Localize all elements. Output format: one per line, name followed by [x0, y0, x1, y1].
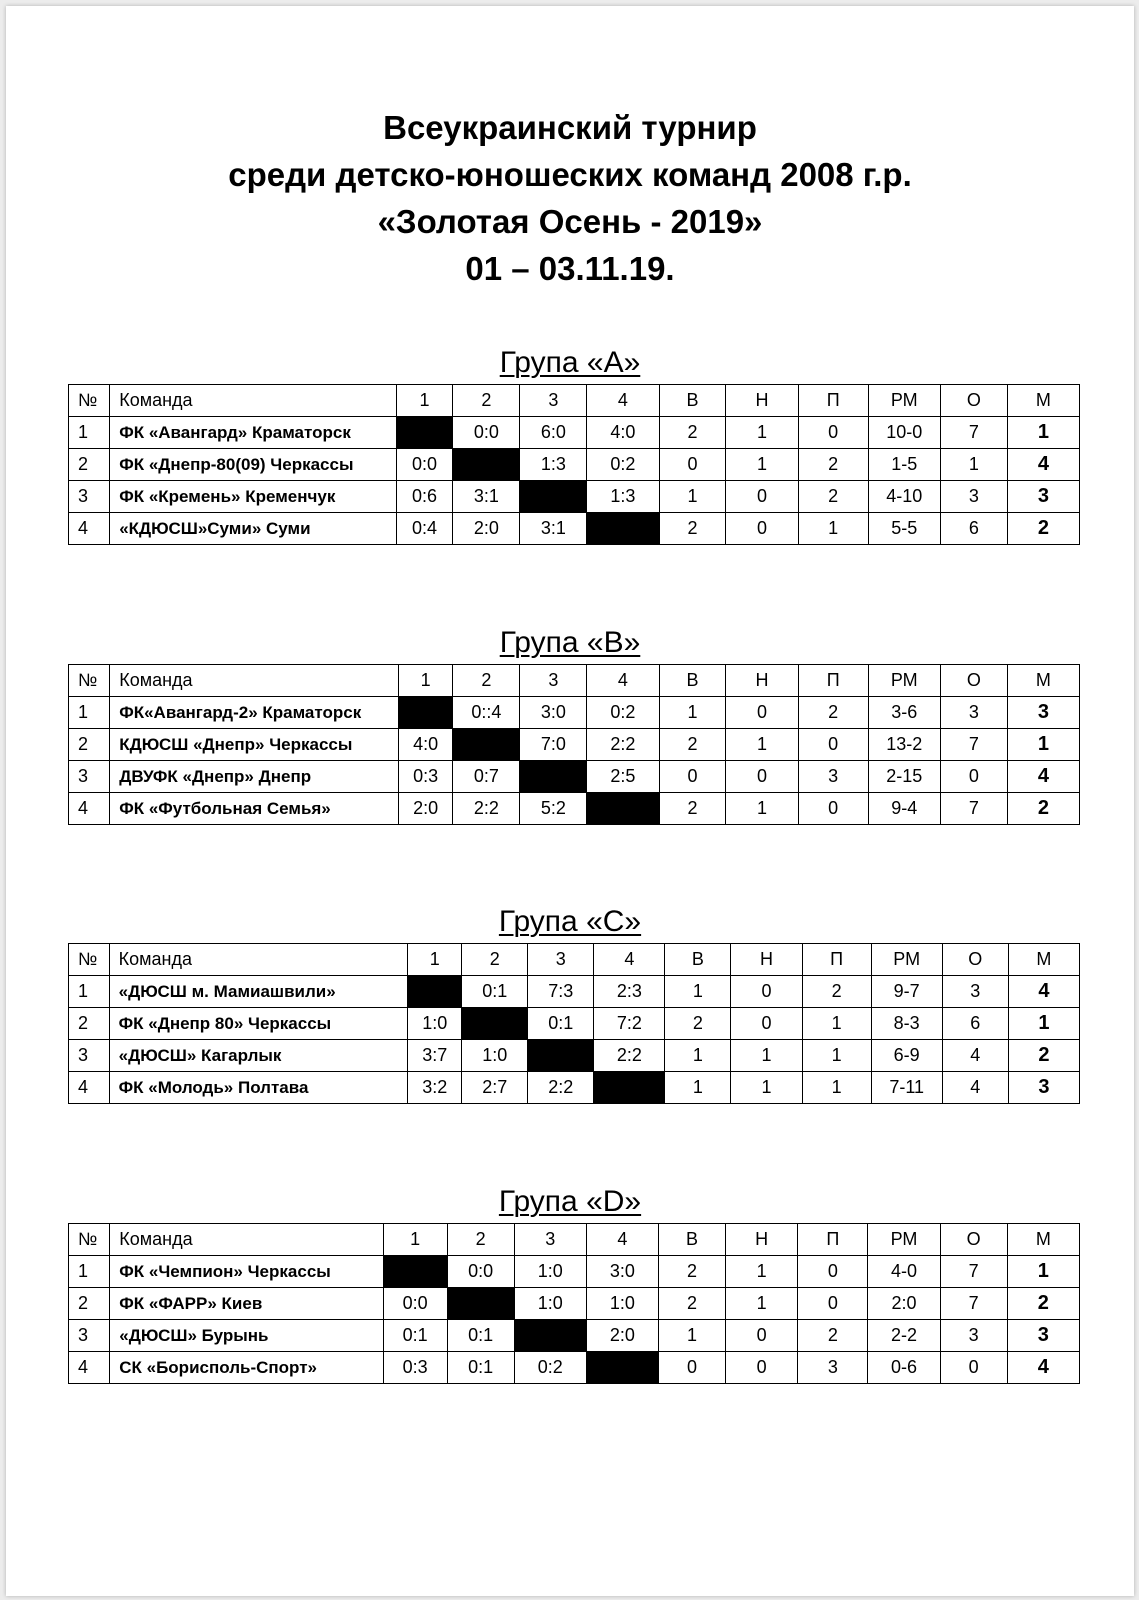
goals-cell: 2-2 — [868, 1320, 940, 1352]
team-row — [69, 976, 1080, 1008]
match-result: 3:1 — [520, 513, 587, 545]
draws-cell: 0 — [726, 1320, 798, 1352]
wins-cell: 2 — [665, 1008, 731, 1040]
self-match-cell — [462, 1008, 528, 1040]
column-header: М — [1008, 944, 1079, 976]
place-cell: 2 — [1007, 793, 1079, 825]
losses-cell: 0 — [798, 729, 868, 761]
column-header: О — [942, 944, 1008, 976]
match-result: 0:0 — [447, 1256, 514, 1288]
column-header: О — [940, 1224, 1007, 1256]
team-row — [69, 1288, 1080, 1320]
self-match-cell — [520, 761, 587, 793]
column-header: РМ — [868, 1224, 940, 1256]
points-cell: 0 — [940, 761, 1007, 793]
goals-cell: 4-10 — [868, 481, 940, 513]
match-result: 4:0 — [587, 417, 659, 449]
column-header: Команда — [109, 944, 408, 976]
team-name: «ДЮСШ м. Мамиашвили» — [109, 976, 408, 1008]
losses-cell: 1 — [798, 513, 868, 545]
losses-cell: 1 — [802, 1072, 871, 1104]
goals-cell: 2:0 — [868, 1288, 940, 1320]
column-header: 3 — [520, 385, 587, 417]
row-number: 1 — [69, 976, 110, 1008]
draws-cell: 1 — [731, 1072, 802, 1104]
match-result: 2:0 — [453, 513, 520, 545]
points-cell: 7 — [940, 729, 1007, 761]
row-number: 2 — [69, 1008, 110, 1040]
self-match-cell — [453, 449, 520, 481]
draws-cell: 0 — [726, 697, 798, 729]
wins-cell: 1 — [665, 976, 731, 1008]
column-header: М — [1007, 665, 1079, 697]
team-row — [69, 481, 1080, 513]
place-cell: 3 — [1007, 697, 1079, 729]
match-result: 1:0 — [514, 1288, 586, 1320]
group-c-title — [6, 905, 1134, 943]
place-cell: 4 — [1008, 976, 1079, 1008]
place-cell: 3 — [1008, 1072, 1079, 1104]
self-match-cell — [528, 1040, 594, 1072]
column-header: П — [798, 1224, 868, 1256]
draws-cell: 1 — [726, 793, 798, 825]
goals-cell: 8-3 — [871, 1008, 942, 1040]
self-match-cell — [453, 729, 520, 761]
points-cell: 7 — [940, 1256, 1007, 1288]
goals-cell: 2-15 — [868, 761, 940, 793]
points-cell: 3 — [940, 1320, 1007, 1352]
match-result: 7:2 — [594, 1008, 665, 1040]
column-header: П — [798, 665, 868, 697]
match-result: 1:0 — [462, 1040, 528, 1072]
group-c — [6, 905, 1134, 1098]
column-header: М — [1007, 385, 1079, 417]
team-row — [69, 417, 1080, 449]
column-header: Команда — [110, 1224, 383, 1256]
match-result: 3:0 — [520, 697, 587, 729]
place-cell: 2 — [1007, 513, 1079, 545]
match-result: 2:2 — [453, 793, 520, 825]
team-name: ФК«Авангард-2» Краматорск — [110, 697, 399, 729]
self-match-cell — [396, 417, 453, 449]
column-header: 1 — [408, 944, 462, 976]
row-number: 1 — [69, 1256, 110, 1288]
column-header: 2 — [447, 1224, 514, 1256]
wins-cell: 2 — [659, 729, 726, 761]
team-name: СК «Борисполь-Спорт» — [110, 1352, 383, 1384]
points-cell: 4 — [942, 1072, 1008, 1104]
goals-cell: 4-0 — [868, 1256, 940, 1288]
team-row — [69, 1008, 1080, 1040]
column-header: РМ — [868, 665, 940, 697]
match-result: 2:3 — [594, 976, 665, 1008]
points-cell: 7 — [940, 793, 1007, 825]
match-result: 2:2 — [587, 729, 659, 761]
self-match-cell — [520, 481, 587, 513]
draws-cell: 0 — [726, 1352, 798, 1384]
column-header: № — [69, 1224, 110, 1256]
wins-cell: 2 — [659, 1256, 726, 1288]
place-cell: 1 — [1007, 417, 1079, 449]
column-header: 2 — [453, 665, 520, 697]
column-header: В — [659, 385, 726, 417]
match-result: 3:1 — [453, 481, 520, 513]
group-a-table — [68, 384, 1080, 545]
group-c-table — [68, 943, 1080, 1104]
wins-cell: 2 — [659, 417, 726, 449]
group-b — [6, 626, 1134, 819]
team-row — [69, 1256, 1080, 1288]
column-header: 2 — [462, 944, 528, 976]
goals-cell: 13-2 — [868, 729, 940, 761]
match-result: 2:0 — [586, 1320, 658, 1352]
group-d-title — [6, 1185, 1134, 1223]
team-row — [69, 761, 1080, 793]
row-number: 3 — [69, 481, 110, 513]
wins-cell: 2 — [659, 1288, 726, 1320]
match-result: 0:2 — [514, 1352, 586, 1384]
draws-cell: 0 — [731, 976, 802, 1008]
column-header: 4 — [587, 385, 659, 417]
group-b-title — [6, 626, 1134, 664]
row-number: 2 — [69, 1288, 110, 1320]
team-row — [69, 513, 1080, 545]
title-line-1: Всеукраинский турнир — [383, 109, 757, 146]
column-header: 3 — [520, 665, 587, 697]
goals-cell: 5-5 — [868, 513, 940, 545]
team-name: КДЮСШ «Днепр» Черкассы — [110, 729, 399, 761]
match-result: 0:4 — [396, 513, 453, 545]
column-header: 4 — [587, 665, 659, 697]
goals-cell: 9-4 — [868, 793, 940, 825]
column-header: 3 — [528, 944, 594, 976]
match-result: 5:2 — [520, 793, 587, 825]
match-result: 3:7 — [408, 1040, 462, 1072]
draws-cell: 1 — [726, 1288, 798, 1320]
place-cell: 3 — [1007, 481, 1079, 513]
column-header: 1 — [383, 1224, 447, 1256]
column-header: П — [802, 944, 871, 976]
goals-cell: 10-0 — [868, 417, 940, 449]
match-result: 0:1 — [383, 1320, 447, 1352]
group-d-title-text: Група «D» — [498, 1185, 642, 1218]
wins-cell: 2 — [659, 513, 726, 545]
match-result: 2:2 — [594, 1040, 665, 1072]
losses-cell: 1 — [802, 1008, 871, 1040]
place-cell: 3 — [1007, 1320, 1079, 1352]
group-d-table — [68, 1223, 1080, 1384]
points-cell: 3 — [942, 976, 1008, 1008]
points-cell: 7 — [940, 1288, 1007, 1320]
group-a-title — [6, 346, 1134, 384]
losses-cell: 0 — [798, 417, 868, 449]
header-row — [69, 665, 1080, 697]
header-row — [69, 385, 1080, 417]
column-header: 2 — [453, 385, 520, 417]
column-header: 3 — [514, 1224, 586, 1256]
team-row — [69, 1352, 1080, 1384]
column-header: РМ — [868, 385, 940, 417]
group-c-title-text: Група «С» — [498, 905, 642, 938]
place-cell: 2 — [1008, 1040, 1079, 1072]
self-match-cell — [398, 697, 453, 729]
team-name: ФК «Авангард» Краматорск — [110, 417, 397, 449]
group-b-table — [68, 664, 1080, 825]
self-match-cell — [594, 1072, 665, 1104]
column-header: 1 — [396, 385, 453, 417]
place-cell: 2 — [1007, 1288, 1079, 1320]
losses-cell: 2 — [798, 481, 868, 513]
match-result: 7:3 — [528, 976, 594, 1008]
wins-cell: 1 — [665, 1072, 731, 1104]
losses-cell: 0 — [798, 793, 868, 825]
draws-cell: 1 — [731, 1040, 802, 1072]
draws-cell: 1 — [726, 449, 798, 481]
match-result: 0:2 — [587, 697, 659, 729]
column-header: Н — [726, 1224, 798, 1256]
place-cell: 4 — [1007, 761, 1079, 793]
wins-cell: 1 — [665, 1040, 731, 1072]
document-title — [6, 104, 1134, 292]
group-a-title-text: Група «А» — [499, 346, 641, 379]
team-name: ФК «Днепр-80(09) Черкассы — [110, 449, 397, 481]
team-row — [69, 1040, 1080, 1072]
match-result: 3:2 — [408, 1072, 462, 1104]
match-result: 0:1 — [528, 1008, 594, 1040]
goals-cell: 6-9 — [871, 1040, 942, 1072]
place-cell: 1 — [1008, 1008, 1079, 1040]
wins-cell: 0 — [659, 449, 726, 481]
title-line-4: 01 – 03.11.19. — [465, 250, 675, 287]
goals-cell: 3-6 — [868, 697, 940, 729]
match-result: 0:1 — [447, 1320, 514, 1352]
column-header: О — [940, 385, 1007, 417]
row-number: 4 — [69, 513, 110, 545]
match-result: 1:3 — [587, 481, 659, 513]
self-match-cell — [447, 1288, 514, 1320]
row-number: 2 — [69, 729, 110, 761]
team-name: ФК «Футбольная Семья» — [110, 793, 399, 825]
points-cell: 4 — [942, 1040, 1008, 1072]
points-cell: 3 — [940, 481, 1007, 513]
match-result: 1:0 — [514, 1256, 586, 1288]
match-result: 0:6 — [396, 481, 453, 513]
losses-cell: 2 — [802, 976, 871, 1008]
goals-cell: 7-11 — [871, 1072, 942, 1104]
losses-cell: 2 — [798, 449, 868, 481]
self-match-cell — [586, 1352, 658, 1384]
row-number: 3 — [69, 1040, 110, 1072]
match-result: 0:1 — [462, 976, 528, 1008]
match-result: 7:0 — [520, 729, 587, 761]
match-result: 0:0 — [383, 1288, 447, 1320]
match-result: 1:0 — [586, 1288, 658, 1320]
column-header: М — [1007, 1224, 1079, 1256]
losses-cell: 2 — [798, 697, 868, 729]
row-number: 1 — [69, 417, 110, 449]
wins-cell: 1 — [659, 1320, 726, 1352]
row-number: 3 — [69, 761, 110, 793]
column-header: № — [69, 944, 110, 976]
match-result: 0::4 — [453, 697, 520, 729]
row-number: 4 — [69, 1352, 110, 1384]
team-name: ДВУФК «Днепр» Днепр — [110, 761, 399, 793]
self-match-cell — [587, 513, 659, 545]
draws-cell: 1 — [726, 729, 798, 761]
match-result: 0:0 — [453, 417, 520, 449]
draws-cell: 0 — [726, 761, 798, 793]
team-row — [69, 793, 1080, 825]
losses-cell: 0 — [798, 1288, 868, 1320]
team-name: ФК «ФАРР» Киев — [110, 1288, 383, 1320]
column-header: № — [69, 385, 110, 417]
team-name: ФК «Днепр 80» Черкассы — [109, 1008, 408, 1040]
goals-cell: 9-7 — [871, 976, 942, 1008]
draws-cell: 1 — [726, 1256, 798, 1288]
match-result: 2:2 — [528, 1072, 594, 1104]
points-cell: 3 — [940, 697, 1007, 729]
column-header: Команда — [110, 385, 397, 417]
match-result: 0:1 — [447, 1352, 514, 1384]
column-header: Н — [726, 665, 798, 697]
losses-cell: 3 — [798, 761, 868, 793]
row-number: 1 — [69, 697, 110, 729]
team-row — [69, 729, 1080, 761]
place-cell: 4 — [1007, 449, 1079, 481]
place-cell: 1 — [1007, 1256, 1079, 1288]
self-match-cell — [514, 1320, 586, 1352]
wins-cell: 1 — [659, 481, 726, 513]
column-header: Команда — [110, 665, 399, 697]
goals-cell: 0-6 — [868, 1352, 940, 1384]
header-row — [69, 944, 1080, 976]
points-cell: 1 — [940, 449, 1007, 481]
match-result: 1:3 — [520, 449, 587, 481]
place-cell: 4 — [1007, 1352, 1079, 1384]
column-header: В — [659, 1224, 726, 1256]
match-result: 3:0 — [586, 1256, 658, 1288]
title-line-2: среди детско-юношеских команд 2008 г.р. — [228, 156, 912, 193]
draws-cell: 0 — [731, 1008, 802, 1040]
column-header: О — [940, 665, 1007, 697]
losses-cell: 1 — [802, 1040, 871, 1072]
draws-cell: 1 — [726, 417, 798, 449]
group-a — [6, 346, 1134, 539]
row-number: 3 — [69, 1320, 110, 1352]
points-cell: 6 — [942, 1008, 1008, 1040]
wins-cell: 0 — [659, 1352, 726, 1384]
team-name: ФК «Молодь» Полтава — [109, 1072, 408, 1104]
column-header: 4 — [586, 1224, 658, 1256]
match-result: 4:0 — [398, 729, 453, 761]
team-name: «ДЮСШ» Бурынь — [110, 1320, 383, 1352]
points-cell: 7 — [940, 417, 1007, 449]
column-header: В — [659, 665, 726, 697]
losses-cell: 2 — [798, 1320, 868, 1352]
losses-cell: 3 — [798, 1352, 868, 1384]
match-result: 2:7 — [462, 1072, 528, 1104]
team-name: ФК «Кремень» Кременчук — [110, 481, 397, 513]
team-row — [69, 1320, 1080, 1352]
team-name: «ДЮСШ» Кагарлык — [109, 1040, 408, 1072]
team-name: «КДЮСШ»Суми» Суми — [110, 513, 397, 545]
wins-cell: 0 — [659, 761, 726, 793]
match-result: 0:0 — [396, 449, 453, 481]
group-b-title-text: Група «В» — [499, 626, 641, 659]
column-header: РМ — [871, 944, 942, 976]
points-cell: 0 — [940, 1352, 1007, 1384]
column-header: П — [798, 385, 868, 417]
match-result: 2:0 — [398, 793, 453, 825]
wins-cell: 1 — [659, 697, 726, 729]
self-match-cell — [587, 793, 659, 825]
match-result: 2:5 — [587, 761, 659, 793]
team-row — [69, 449, 1080, 481]
losses-cell: 0 — [798, 1256, 868, 1288]
match-result: 0:2 — [587, 449, 659, 481]
column-header: 1 — [398, 665, 453, 697]
team-row — [69, 1072, 1080, 1104]
column-header: 4 — [594, 944, 665, 976]
row-number: 4 — [69, 793, 110, 825]
row-number: 4 — [69, 1072, 110, 1104]
match-result: 1:0 — [408, 1008, 462, 1040]
header-row — [69, 1224, 1080, 1256]
row-number: 2 — [69, 449, 110, 481]
match-result: 0:7 — [453, 761, 520, 793]
column-header: Н — [731, 944, 802, 976]
draws-cell: 0 — [726, 513, 798, 545]
self-match-cell — [408, 976, 462, 1008]
points-cell: 6 — [940, 513, 1007, 545]
title-line-3: «Золотая Осень - 2019» — [377, 203, 763, 240]
match-result: 0:3 — [398, 761, 453, 793]
column-header: № — [69, 665, 110, 697]
match-result: 0:3 — [383, 1352, 447, 1384]
column-header: В — [665, 944, 731, 976]
team-row — [69, 697, 1080, 729]
match-result: 6:0 — [520, 417, 587, 449]
goals-cell: 1-5 — [868, 449, 940, 481]
group-d — [6, 1185, 1134, 1378]
self-match-cell — [383, 1256, 447, 1288]
column-header: Н — [726, 385, 798, 417]
document-page — [6, 6, 1134, 1596]
place-cell: 1 — [1007, 729, 1079, 761]
team-name: ФК «Чемпион» Черкассы — [110, 1256, 383, 1288]
draws-cell: 0 — [726, 481, 798, 513]
wins-cell: 2 — [659, 793, 726, 825]
